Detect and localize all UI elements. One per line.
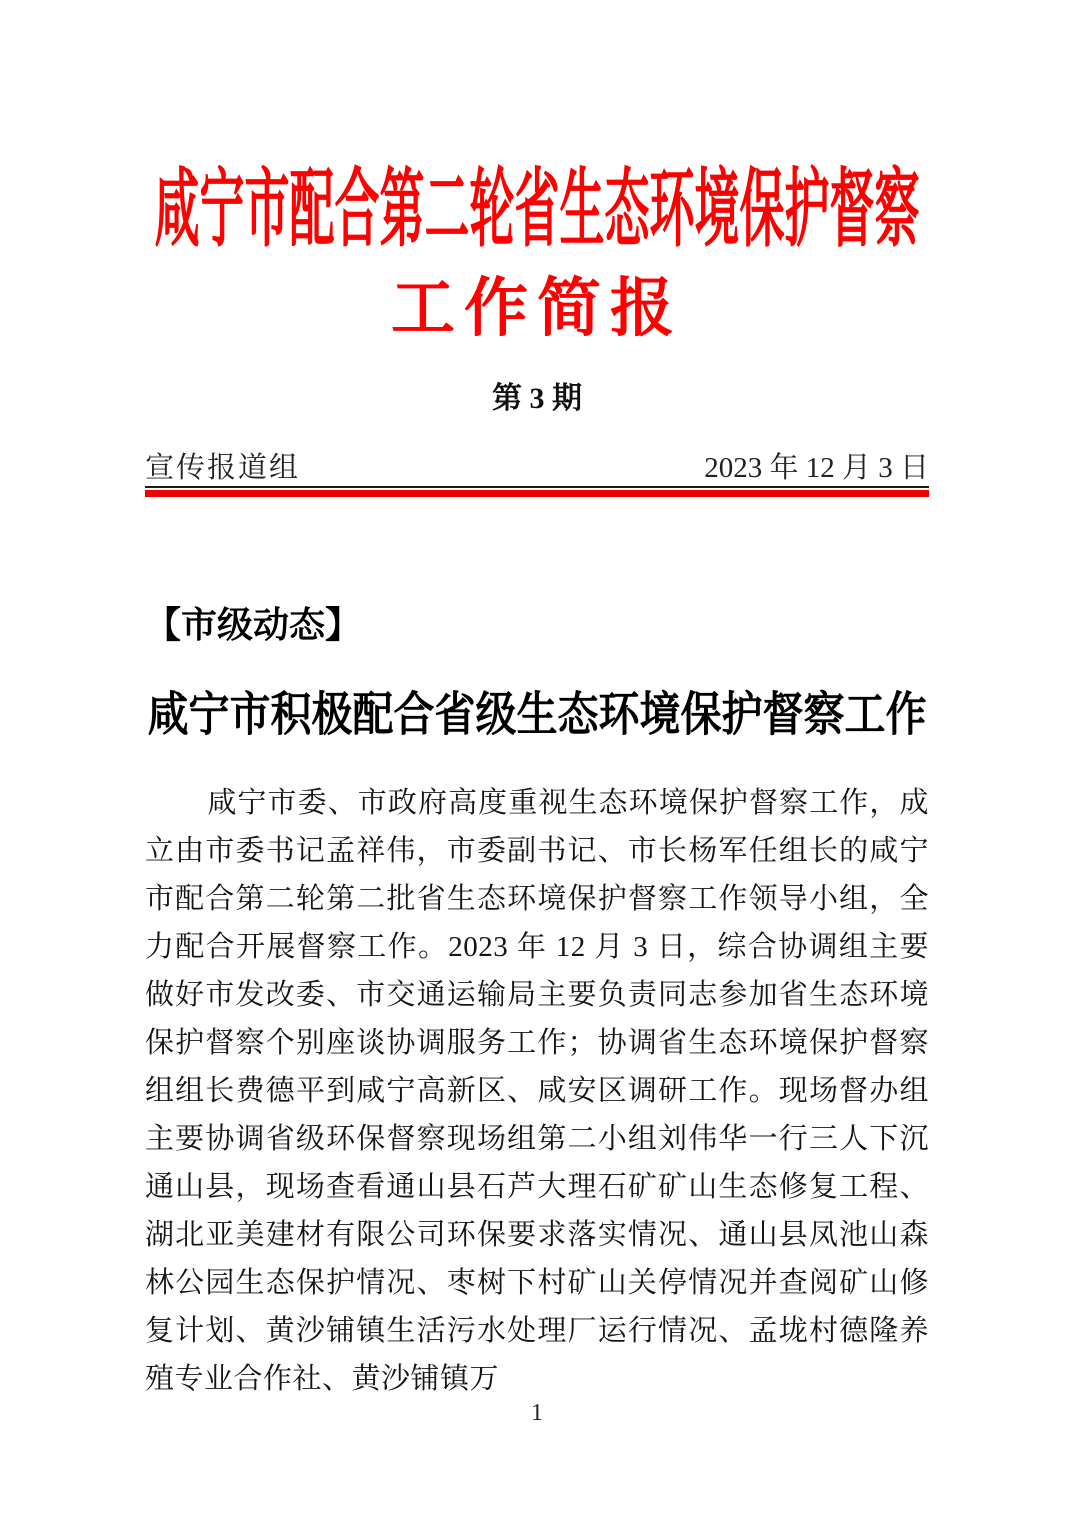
issue-number: 第 3 期 [492,382,582,415]
page-content [0,162,1074,1403]
masthead [145,162,929,497]
page-number: 1 [531,1400,543,1426]
article-title: 咸宁市积极配合省级生态环境保护督察工作 [147,688,927,742]
issuing-group-label: 宣传报道组 [145,452,301,484]
issue-date: 2023 年 12 月 3 日 [704,452,929,484]
masthead-title-line1: 咸宁市配合第二轮省生态环境保护督察 [154,162,920,258]
masthead-meta-row [145,452,929,484]
document-body [145,605,929,1403]
section-category-header: 【市级动态】 [145,605,362,645]
masthead-title-line2: 工作简报 [391,273,683,344]
thin-black-divider [145,486,929,488]
article-paragraph: 咸宁市委、市政府高度重视生态环境保护督察工作，成立由市委书记孟祥伟，市委副书记、市长杨军任组长的咸宁市配合第二轮第二批省生态环境保护督察工作领导小组，全力配合开展督察工作。2023 年 12 月 3 日，综合协调组主要做好市发改委、市交通运输局主要负责同志参加省生态环境保护督察个别座谈协调服务工作；协调省生态环境保护督察组组长费德平到咸宁高新区、咸安区调研工作。现场督办组主要协调省级环保督察现场组第二小组刘伟华一行三人下沉通山县，现场查看通山县石芦大理石矿矿山生态修复工程、湖北亚美建材有限公司环保要求落实情况、通山县凤池山森林公园生态保护情况、枣树下村矿山关停情况并查阅矿山修复计划、黄沙铺镇生活污水处理厂运行情况、孟垅村德隆养殖专业合作社、黄沙铺镇万 [145,787,929,1395]
red-header-divider [145,490,929,497]
